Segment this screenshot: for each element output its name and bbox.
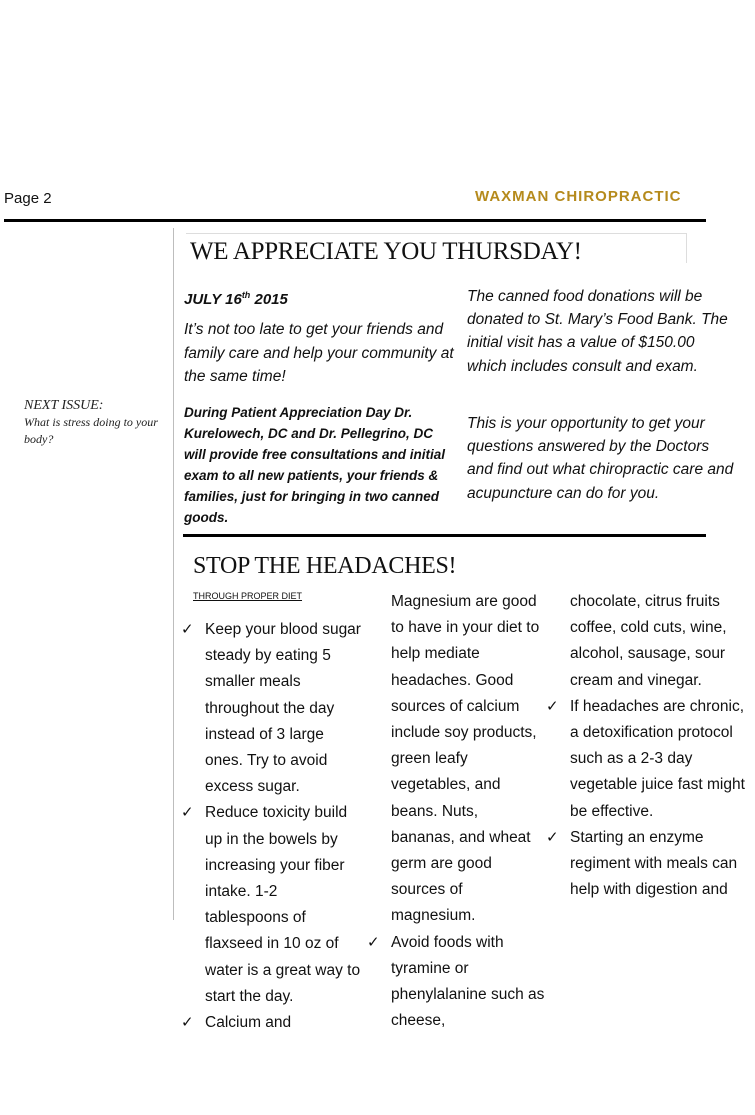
page-number: Page 2 [4, 190, 52, 207]
next-issue-sidebar [24, 398, 162, 448]
section-rule [183, 534, 706, 537]
checkmark-icon: ✓ [181, 1014, 194, 1032]
date-ordinal: th [241, 290, 251, 300]
article-title-headaches: STOP THE HEADACHES! [193, 553, 457, 579]
checkmark-icon: ✓ [367, 933, 380, 951]
date-month-day: JULY 16 [184, 291, 242, 308]
donations-paragraph: The canned food donations will be donated to St. Mary’s Food Bank. The initial visit has a value of $150.00 which includes consult and exam. [467, 288, 728, 375]
event-date [184, 290, 288, 308]
bullet-text: If headaches are chronic, a detoxification protocol such as a 2-3 day vegetable juice fast might be effective. [570, 697, 745, 820]
article-details: During Patient Appreciation Day Dr. Kurelowech, DC and Dr. Pellegrino, DC will provide free consultations and initial exam to all new patients, your friends & families, just for bringing in two canned goods. [184, 405, 446, 525]
next-issue-heading: NEXT ISSUE: [24, 398, 104, 413]
article-subtitle: THROUGH PROPER DIET [193, 591, 303, 601]
opportunity-paragraph: This is your opportunity to get your questions answered by the Doctors and find out what chiropractic care and acupuncture can do for you. [467, 415, 734, 502]
bullet-text: Reduce toxicity build up in the bowels by increasing your fiber intake. 1-2 tablespoons of flaxseed in 10 oz of water is a great way to start the day. [205, 804, 361, 1005]
headache-column-1 [181, 617, 364, 1036]
bullet-text: Keep your blood sugar steady by eating 5 smaller meals throughout the day instead of 3 large ones. Try to avoid excess sugar. [205, 621, 361, 796]
bullet-continuation: Magnesium are good to have in your diet to help mediate headaches. Good sources of calcium include soy products, green leafy vegetables, and beans. Nuts, bananas, and wheat germ are good sources of magnesium. [391, 593, 540, 925]
article-title-appreciate: WE APPRECIATE YOU THURSDAY! [186, 233, 687, 263]
list-item [181, 1010, 364, 1036]
checkmark-icon: ✓ [546, 697, 559, 715]
list-item [181, 617, 364, 800]
checkmark-icon: ✓ [181, 804, 194, 822]
checkmark-icon: ✓ [546, 828, 559, 846]
headache-column-2 [367, 589, 545, 1034]
brand-name: WAXMAN CHIROPRACTIC [475, 188, 682, 205]
bullet-text: Starting an enzyme regiment with meals can help with digestion and [570, 828, 738, 899]
sidebar-divider [173, 228, 174, 920]
header-rule [4, 219, 706, 222]
list-item [546, 694, 746, 825]
date-year: 2015 [250, 291, 288, 308]
bullet-continuation: chocolate, citrus fruits coffee, cold cuts, wine, alcohol, sausage, sour cream and vinegar. [570, 593, 727, 689]
list-item [367, 930, 545, 1035]
headache-column-3 [546, 589, 746, 903]
bullet-text: Calcium and [205, 1014, 292, 1032]
checkmark-icon: ✓ [181, 621, 194, 638]
next-issue-body: What is stress doing to your body? [24, 415, 158, 446]
list-item [181, 800, 364, 1010]
bullet-text: Avoid foods with tyramine or phenylalanine such as cheese, [391, 933, 545, 1030]
article-intro: It’s not too late to get your friends and family care and help your community at the same time! [184, 321, 454, 385]
list-item [546, 825, 746, 904]
